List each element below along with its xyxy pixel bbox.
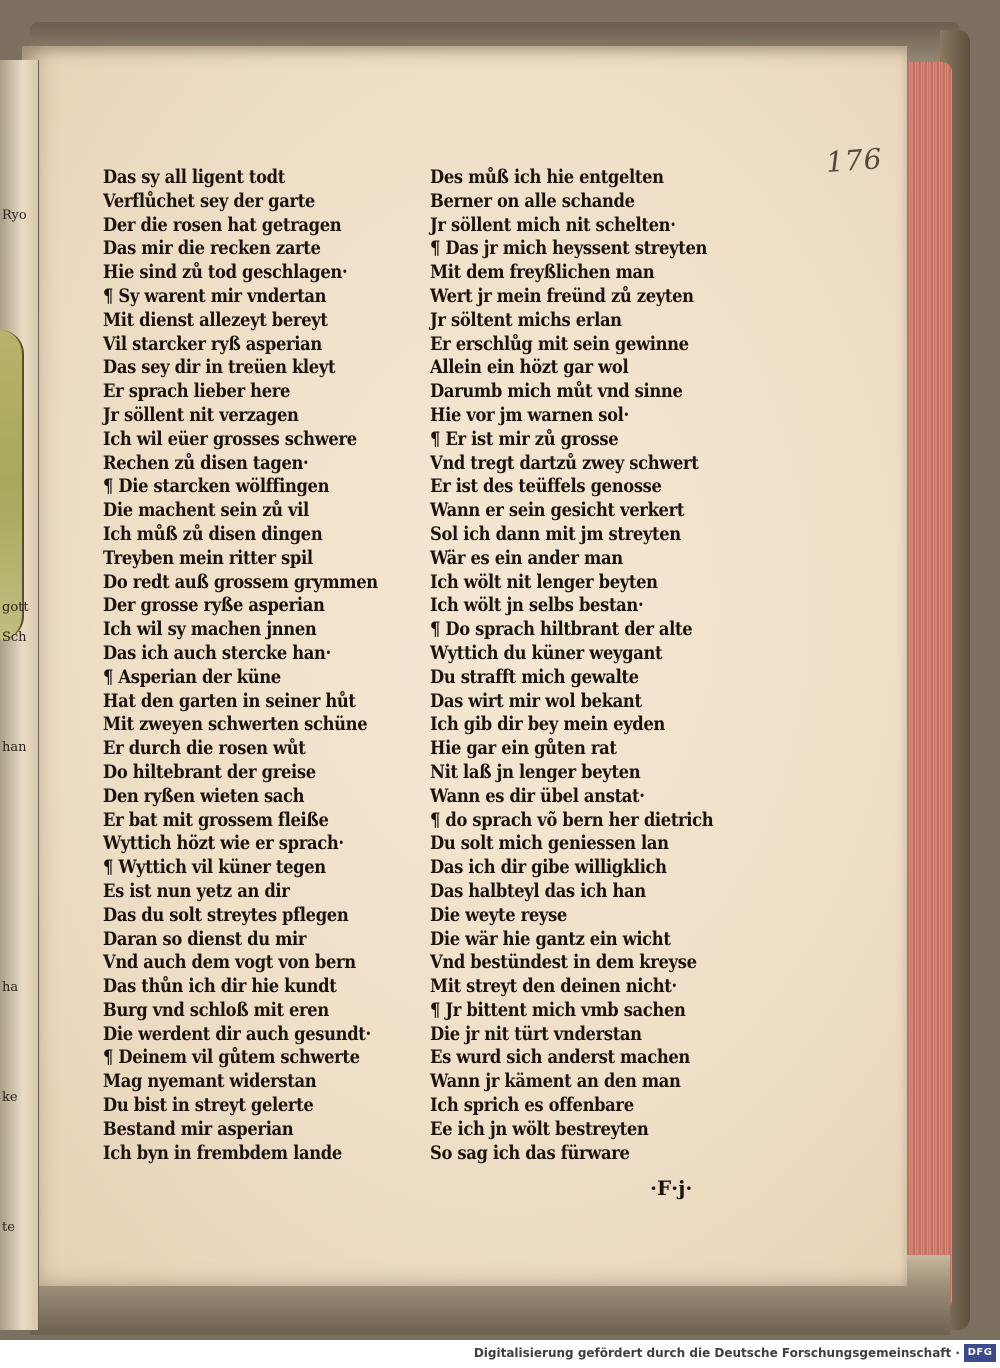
- verse-line: ¶ Die starcken wölffingen: [103, 475, 330, 498]
- verse-line: Vil starcker ryß asperian: [103, 332, 322, 355]
- verse-line: Das mir die recken zarte: [103, 237, 321, 260]
- verse-line: Burg vnd schloß mit eren: [103, 998, 329, 1021]
- verse-line: Wyttich du küner weygant: [430, 641, 663, 664]
- verse-line: Jr söllent mich nit schelten·: [430, 213, 676, 236]
- verse-line: Du strafft mich gewalte: [430, 665, 639, 688]
- verse-line: Daran so dienst du mir: [103, 927, 307, 950]
- verse-line: Das wirt mir wol bekant: [430, 689, 642, 712]
- verse-line: ¶ Wyttich vil küner tegen: [103, 856, 326, 879]
- verse-line: So sag ich das fürware: [430, 1141, 630, 1164]
- verse-line: Ich wil sy machen jnnen: [103, 618, 317, 641]
- margin-fragment: Sch: [2, 630, 27, 645]
- verse-line: Rechen zů disen tagen·: [103, 451, 309, 474]
- verse-line: Du solt mich geniessen lan: [430, 832, 669, 855]
- verse-line: Er sprach lieber here: [103, 380, 291, 403]
- verse-line: Die jr nit türt vnderstan: [430, 1022, 642, 1045]
- verse-line: Ich můß zů disen dingen: [103, 522, 323, 545]
- verse-line: Hie sind zů tod geschlagen·: [103, 261, 348, 284]
- verse-line: Vnd auch dem vogt von bern: [103, 951, 356, 974]
- dfg-logo: DFG: [964, 1344, 996, 1362]
- text-column-right: [430, 166, 759, 1165]
- verse-line: Hat den garten in seiner hůt: [103, 689, 356, 712]
- verse-line: Wert jr mein freünd zů zeyten: [430, 284, 694, 307]
- verse-line: Hie gar ein gůten rat: [430, 737, 617, 760]
- verse-line: Die wär hie gantz ein wicht: [430, 927, 671, 950]
- woodcut-illustration-fragment: [0, 330, 24, 640]
- verse-line: Ich sprich es offenbare: [430, 1094, 634, 1117]
- verse-line: Das thůn ich dir hie kundt: [103, 975, 337, 998]
- verse-line: Das ich dir gibe willigklich: [430, 856, 667, 879]
- verse-line: Die machent sein zů vil: [103, 499, 309, 522]
- margin-fragment: Ryo: [2, 208, 27, 223]
- verse-line: Du bist in streyt gelerte: [103, 1094, 314, 1117]
- verse-line: ¶ Er ist mir zů grosse: [430, 427, 619, 450]
- verse-line: Mit dienst allezeyt bereyt: [103, 308, 328, 331]
- verse-line: ¶ Das jr mich heyssent streyten: [430, 237, 708, 260]
- verse-line: Ich wil eüer grosses schwere: [103, 427, 357, 450]
- verse-line: Es ist nun yetz an dir: [103, 879, 290, 902]
- verse-line: Do hiltebrant der greise: [103, 760, 316, 783]
- verse-line: Mit zweyen schwerten schüne: [103, 713, 368, 736]
- verse-line: Mit streyt den deinen nicht·: [430, 975, 677, 998]
- verse-line: Berner on alle schande: [430, 189, 635, 212]
- verse-line: ¶ Asperian der küne: [103, 665, 281, 688]
- verse-line: Ee ich jn wölt bestreyten: [430, 1117, 649, 1140]
- verse-line: Allein ein hözt gar wol: [430, 356, 629, 379]
- verse-line: ¶ Deinem vil gůtem schwerte: [103, 1046, 360, 1069]
- margin-fragment: han: [2, 740, 27, 755]
- verse-line: Das halbteyl das ich han: [430, 879, 646, 902]
- verse-line: Hie vor jm warnen sol·: [430, 403, 629, 426]
- verse-line: Vnd bestündest in dem kreyse: [430, 951, 697, 974]
- verse-line: Ich byn in frembdem lande: [103, 1141, 342, 1164]
- verse-line: Er bat mit grossem fleiße: [103, 808, 329, 831]
- verse-line: Das du solt streytes pflegen: [103, 903, 349, 926]
- verse-line: Verflůchet sey der garte: [103, 189, 315, 212]
- verse-line: Das sey dir in treüen kleyt: [103, 356, 336, 379]
- verse-line: ¶ Jr bittent mich vmb sachen: [430, 998, 686, 1021]
- verse-line: Den ryßen wieten sach: [103, 784, 305, 807]
- verse-line: ¶ Do sprach hiltbrant der alte: [430, 618, 693, 641]
- margin-fragment: te: [2, 1220, 15, 1235]
- verse-line: Jr söllent nit verzagen: [103, 403, 299, 426]
- verse-line: Die weyte reyse: [430, 903, 567, 926]
- margin-fragment: ha: [2, 980, 19, 995]
- verse-line: ¶ do sprach võ bern her dietrich: [430, 808, 714, 831]
- verse-line: Er durch die rosen wůt: [103, 737, 306, 760]
- footer-bar: [0, 1340, 1000, 1368]
- verse-line: Wann es dir übel anstat·: [430, 784, 645, 807]
- verse-line: Treyben mein ritter spil: [103, 546, 313, 569]
- verse-line: Mag nyemant widerstan: [103, 1070, 317, 1093]
- verse-line: Vnd tregt dartzů zwey schwert: [430, 451, 699, 474]
- verse-line: Sol ich dann mit jm streyten: [430, 522, 681, 545]
- verse-line: Jr söltent michs erlan: [430, 308, 622, 331]
- verse-line: Mit dem freyßlichen man: [430, 261, 655, 284]
- verse-line: Das sy all ligent todt: [103, 166, 285, 188]
- verse-line: Die werdent dir auch gesundt·: [103, 1022, 371, 1045]
- verse-line: Er erschlůg mit sein gewinne: [430, 332, 689, 355]
- margin-fragment: ke: [2, 1090, 18, 1105]
- verse-line: Ich gib dir bey mein eyden: [430, 713, 665, 736]
- verse-line: Der grosse ryße asperian: [103, 594, 325, 617]
- verse-line: Es wurd sich anderst machen: [430, 1046, 690, 1069]
- verse-line: Ich wölt jn selbs bestan·: [430, 594, 644, 617]
- verse-line: Wann er sein gesicht verkert: [430, 499, 685, 522]
- verse-line: Bestand mir asperian: [103, 1117, 294, 1140]
- funding-credit: Digitalisierung gefördert durch die Deutsche Forschungsgemeinschaft ·: [473, 1346, 960, 1360]
- verse-line: Das ich auch stercke han·: [103, 641, 331, 664]
- verse-line: Nit laß jn lenger beyten: [430, 760, 641, 783]
- verse-line: Wyttich hözt wie er sprach·: [103, 832, 344, 855]
- verse-line: Do redt auß grossem grymmen: [103, 570, 378, 593]
- verse-line: Wär es ein ander man: [430, 546, 623, 569]
- folio-number: 176: [824, 142, 884, 179]
- verse-line: Er ist des teüffels genosse: [430, 475, 662, 498]
- verse-line: Wann jr käment an den man: [430, 1070, 681, 1093]
- facing-page-edge: [0, 60, 39, 1330]
- verse-line: Ich wölt nit lenger beyten: [430, 570, 658, 593]
- text-column-left: [103, 166, 423, 1165]
- verse-line: Des můß ich hie entgelten: [430, 166, 664, 188]
- margin-fragment: gott: [2, 600, 29, 615]
- signature-mark: ·F·j·: [650, 1176, 693, 1200]
- verse-line: ¶ Sy warent mir vndertan: [103, 284, 327, 307]
- verse-line: Darumb mich můt vnd sinne: [430, 380, 683, 403]
- verse-line: Der die rosen hat getragen: [103, 213, 342, 236]
